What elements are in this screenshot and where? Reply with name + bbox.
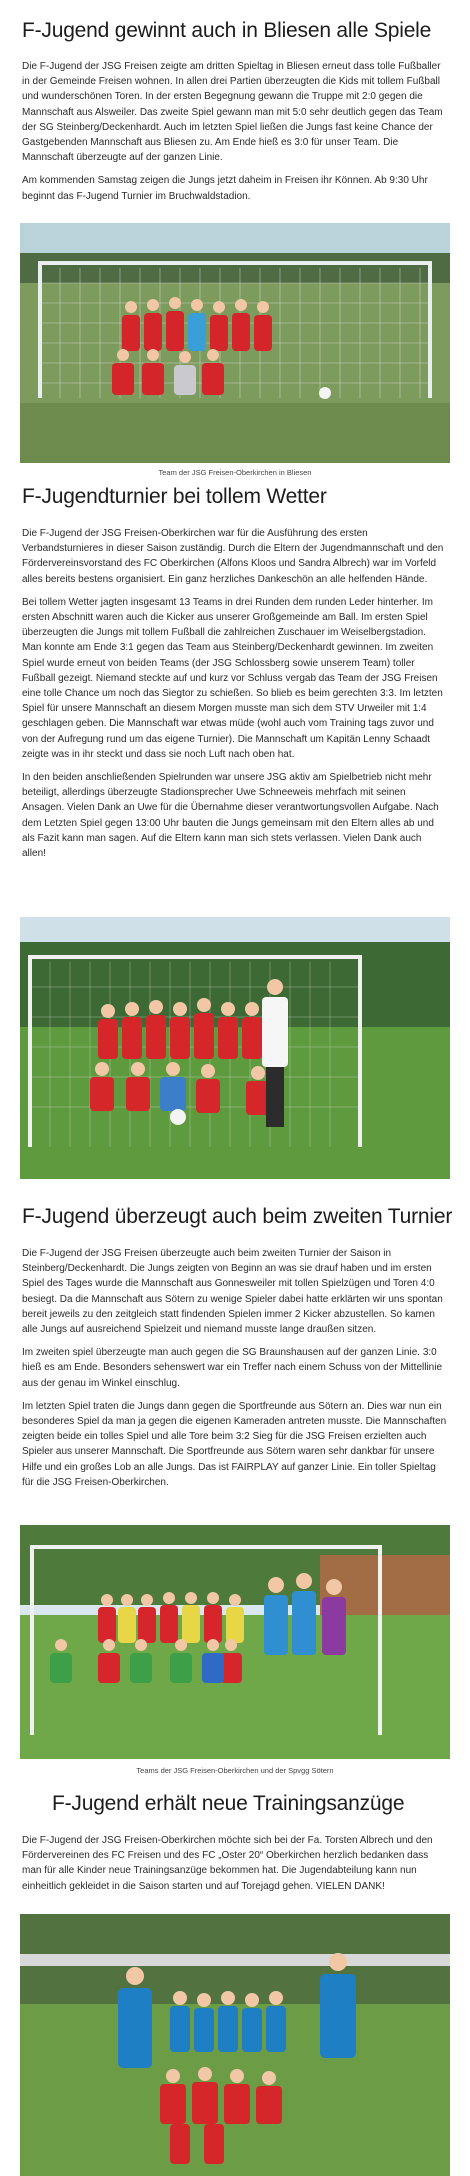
article-title: F-Jugend erhält neue Trainingsanzüge	[52, 1792, 405, 1815]
article-turnier-wetter	[0, 484, 470, 869]
article-paragraph: Die F-Jugend der JSG Freisen-Oberkirchen war für die Ausführung des ersten Verbandsturnieres in dieser Saison zuständig. Durch die Eltern der Jugendmannschaft und den Fördervereinsvorstand des FC Oberkirchen (Alfons Kloos und Sandra Albrech) war im Vorfeld alles bereits bestens organisiert. Ein ganz herzliches Dankeschön an alle helfenden Hände.	[22, 528, 444, 585]
team-photo-soetern	[20, 1525, 450, 1759]
article-trainingsanzuege	[0, 1791, 470, 1902]
photo-caption: Team der JSG Freisen-Oberkirchen in Bliesen	[158, 468, 312, 477]
team-photo-bliesen	[20, 223, 450, 463]
article-paragraph: In den beiden anschließenden Spielrunden war unsere JSG aktiv am Spielbetrieb nicht mehr beteiligt, allerdings überzeugte Stadionsprecher Uwe Schneeweis mehrfach mit seinen Ansagen. Vielen Dank an Uwe für die Übernahme dieser verantwortungsvollen Aufgabe. Nach dem Letzten Spiel gegen 13:00 Uhr bauten die Jungs gemeinsam mit den Eltern alles ab und als Fazit kann man sagen. Auf die Eltern kann man sich stets verlassen. Vielen Dank auch allen!	[22, 772, 439, 860]
article-title: F-Jugend überzeugt auch beim zweiten Turnier	[22, 1205, 453, 1228]
article-paragraph: Im letzten Spiel traten die Jungs dann gegen die Sportfreunde aus Sötern an. Dies war nun ein besonderes Spiel da man ja gegen die eigenen Kameraden antreten musste. Die Mannschaften zeigten beide ein tolles Spiel und alle Tore beim 3:2 Sieg für die JSG Freisen erzielten auch Spieler aus unserer Mannschaft. Die Sportfreunde aus Sötern waren sehr dankbar für unsere Hilfe und ein großes Lob an alle Jungs. Das ist FAIRPLAY auf ganzer Linie. Ein toller Spieltag für die JSG Freisen-Oberkirchen.	[22, 1400, 447, 1488]
article-bliesen	[0, 18, 470, 212]
article-zweites-turnier	[0, 1204, 470, 1498]
team-photo-trainingsanzuege	[20, 1914, 450, 2176]
article-paragraph: Bei tollem Wetter jagten insgesamt 13 Teams in drei Runden dem runden Leder hinterher. Im ersten Abschnitt waren auch die Kicker aus unserer Großgemeinde am Ball. Im ersten Spiel überzeugten die Jungs mit tollem Fußball die zahlreichen Zuschauer im Weiselbergstadion. Man konnte am Ende 3:1 gegen das Team aus Steinberg/Deckenhardt gewinnen. Im zweiten Spiel wurde erneut von beiden Teams (der JSG Schlossberg sowie unserem Team) toller Fußball gezeigt. Niemand steckte auf und kurz vor Schluss vergab das Team der JSG Freisen eine tolle Chance um noch das Siegtor zu schießen. So blieb es beim gerechten 3:3. Im letzten Spiel für unsere Mannschaft an diesem Morgen musste man sich dem STV Urweiler mit 1:4 geschlagen geben. Die Mannschaft war etwas müde (wohl auch vom Training tags zuvor und von der Aufregung rund um das eigene Turnier). Die Mannschaft um Kapitän Lenny Schaadt zeigte was in ihr steckt und dass sie noch Luft nach oben hat.	[22, 596, 443, 760]
article-title: F-Jugend gewinnt auch in Bliesen alle Spiele	[22, 19, 432, 42]
photo-caption: Teams der JSG Freisen-Oberkirchen und der Spvgg Sötern	[136, 1766, 334, 1775]
article-paragraph: Im zweiten spiel überzeugte man auch gegen die SG Braunshausen auf der ganzen Linie. 3:0 hieß es am Ende. Besonders sehenswert war ein Treffer nach einem Schuss von der Mittellinie aus der genau im Winkel einschlug.	[22, 1347, 443, 1389]
article-title: F-Jugendturnier bei tollem Wetter	[22, 485, 327, 508]
team-photo-heimturnier	[20, 917, 450, 1179]
article-paragraph: Die F-Jugend der JSG Freisen zeigte am dritten Spieltag in Bliesen erneut dass tolle Fußballer in der Gemeinde Freisen wohnen. In allen drei Partien überzeugten die Kids mit tollem Fußball und wunderschönen Toren. In der ersten Begegnung gewann die Truppe mit 2:0 gegen die Mannschaft aus Alsweiler. Das zweite Spiel gewann man mit 5:0 sehr deutlich gegen das Team der SG Steinberg/Deckenhardt. Auch im letzten Spiel ließen die Jungs fast keine Chance der Gastgebenden Mannschaft aus Bliesen zu. Am Ende hieß es 3:0 für unser Team. Die Mannschaft überzeugte auf der ganzen Linie.	[22, 61, 443, 164]
article-paragraph: Am kommenden Samstag zeigen die Jungs jetzt daheim in Freisen ihr Können. Ab 9:30 Uhr beginnt das F-Jugend Turnier im Bruchwaldstadion.	[22, 175, 428, 202]
article-paragraph: Die F-Jugend der JSG Freisen-Oberkirchen möchte sich bei der Fa. Torsten Albrech und den Fördervereinen des FC Freisen und des FC „Oster 20“ Oberkirchen herzlich bedanken dass man für alle Kinder neue Trainingsanzüge bekommen hat. Die Jugendabteilung kann nun einheitlich gekleidet in die Saison starten und auf Torejagd gehen. VIELEN DANK!	[22, 1835, 433, 1892]
article-paragraph: Die F-Jugend der JSG Freisen überzeugte auch beim zweiten Turnier der Saison in Steinberg/Deckenhardt. Die Jungs zeigten von Beginn an was sie drauf haben und im ersten Spiel des Tages wurde die Mannschaft aus Gonnesweiler mit tollen Spielzügen und Toren 4:0 besiegt. Da die Mannschaft aus Sötern zu wenige Spieler dabei hatte erklärten wir uns spontan bereit jeweils zu den zeitgleich statt findenden Spielen immer 2 Kicker abzustellen. So kamen alle Jungs auf ausreichend Spielzeit und niemand musste lange draußen sitzen.	[22, 1248, 443, 1336]
